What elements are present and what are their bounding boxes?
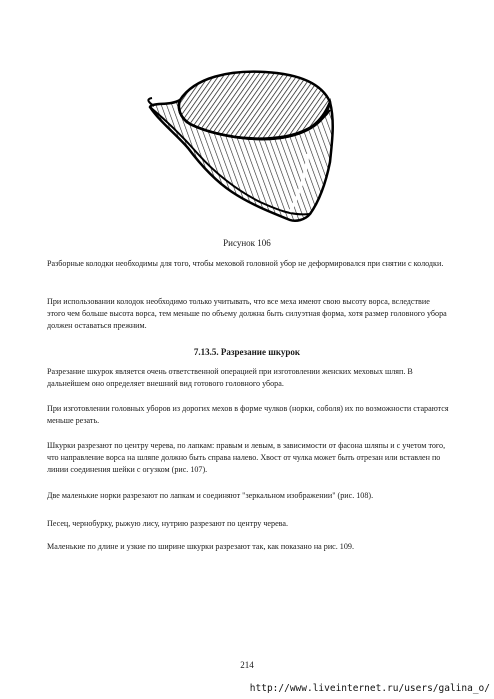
section-heading: 7.13.5. Разрезание шкурок <box>193 347 301 357</box>
paragraph: При изготовлении головных уборов из дорогих мехов в форме чулков (норки, соболя) их по возможности стараются меньше резать. <box>47 404 449 425</box>
paragraph: Две маленькие норки разрезают по лапкам и соединяют "зеркальном изображении" (рис. 108). <box>47 491 374 500</box>
figure-caption: Рисунок 106 <box>223 238 271 248</box>
paragraph: Разрезание шкурок является очень ответственной операцией при изготовлении женских меховых шляп. В дальнейшем оно определяет внешний вид готового головного убора. <box>47 367 413 388</box>
paragraph: Маленькие по длине и узкие по ширине шкурки разрезают так, как показано на рис. 109. <box>47 542 354 551</box>
paragraph: Разборные колодки необходимы для того, чтобы меховой головной убор не деформировался при снятии с колодки. <box>47 259 444 268</box>
fur-hat-illustration <box>140 62 350 234</box>
paragraph: Шкурки разрезают по центру черева, по лапкам: правым и левым, в зависимости от фасона шляпы и с учетом того, что направление ворса на шляпе должно быть справа налево. Хвост от чулка может быть отрезан или вставлен по линии соединения шейки с огузком (рис. 107). <box>47 441 446 474</box>
page-number: 214 <box>240 660 254 670</box>
paragraph: При использовании колодок необходимо только учитывать, что все меха имеют свою высоту ворса, вследствие этого чем больше высота ворса, тем меньше по объему должна быть силуэтная форма, хотя размер головного убора должен оставаться прежним. <box>47 297 447 330</box>
source-watermark: http://www.liveinternet.ru/users/galina_o/ <box>249 683 490 694</box>
paragraph: Песец, чернобурку, рыжую лису, нутрию разрезают по центру черева. <box>47 519 288 528</box>
